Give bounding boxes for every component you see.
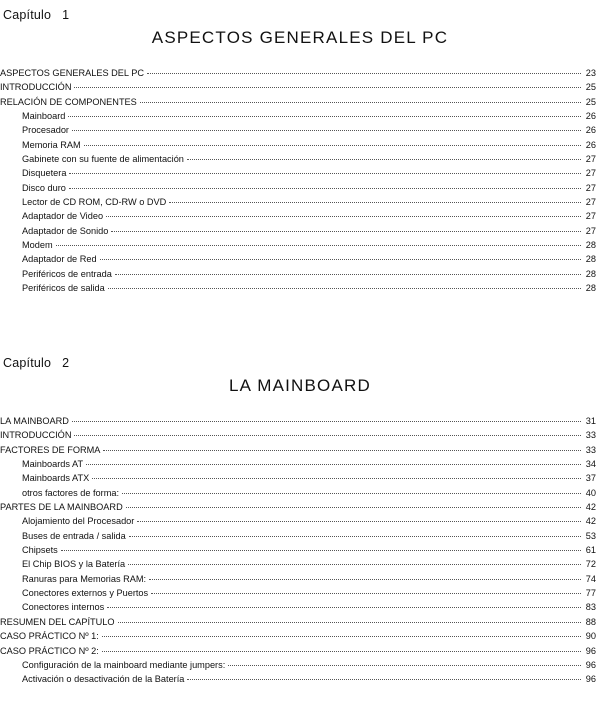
toc-entry-page: 88 xyxy=(585,616,596,627)
toc-entry-page: 53 xyxy=(585,530,596,541)
toc-entry-page: 25 xyxy=(585,96,596,107)
toc-entry-page: 96 xyxy=(585,659,596,670)
toc-entry xyxy=(0,557,600,571)
toc-entry xyxy=(0,109,600,123)
toc-entry-title: Disquetera xyxy=(22,168,67,179)
toc-entry xyxy=(0,644,600,658)
toc-entry xyxy=(0,414,600,428)
toc-entry-page: 74 xyxy=(585,573,596,584)
dot-leader xyxy=(72,130,581,131)
toc-entry-page: 77 xyxy=(585,588,596,599)
chapter-title: ASPECTOS GENERALES DEL PC xyxy=(151,28,449,47)
toc-entry xyxy=(0,600,600,614)
toc-entry-page: 37 xyxy=(585,473,596,484)
dot-leader xyxy=(106,216,581,217)
dot-leader xyxy=(140,102,581,103)
toc-entry-title: El Chip BIOS y la Batería xyxy=(22,559,126,570)
toc-list xyxy=(0,66,600,296)
toc-entry xyxy=(0,486,600,500)
toc-entry xyxy=(0,672,600,686)
toc-entry-page: 83 xyxy=(585,602,596,613)
toc-entry-page: 26 xyxy=(585,125,596,136)
toc-entry-page: 28 xyxy=(585,283,596,294)
toc-entry-title: Mainboards ATX xyxy=(22,473,90,484)
toc-entry-title: Activación o desactivación de la Batería xyxy=(22,674,185,685)
toc-entry xyxy=(0,629,600,643)
toc-entry-page: 31 xyxy=(585,416,596,426)
toc-entry xyxy=(0,252,600,266)
toc-entry-page: 28 xyxy=(585,240,596,251)
toc-entry xyxy=(0,457,600,471)
chapter-title: LA MAINBOARD xyxy=(229,376,371,395)
toc-entry-page: 61 xyxy=(585,545,596,556)
chapter-label: Capítulo 2 xyxy=(3,356,70,370)
toc-entry-page: 23 xyxy=(585,68,596,78)
toc-entry-title: RESUMEN DEL CAPÍTULO xyxy=(0,616,115,627)
dot-leader xyxy=(92,478,581,479)
toc-entry-title: Configuración de la mainboard mediante jumpers: xyxy=(22,659,226,670)
toc-entry xyxy=(0,152,600,166)
toc-entry xyxy=(0,66,600,80)
toc-entry-title: Disco duro xyxy=(22,182,66,193)
toc-entry-title: Mainboard xyxy=(22,111,66,122)
toc-entry-page: 27 xyxy=(585,211,596,222)
toc-entry-title: Procesador xyxy=(22,125,69,136)
toc-entry-title: Periféricos de salida xyxy=(22,283,105,294)
dot-leader xyxy=(228,665,581,666)
toc-entry-title: Adaptador de Sonido xyxy=(22,225,109,236)
dot-leader xyxy=(103,450,581,451)
toc-entry-page: 72 xyxy=(585,559,596,570)
toc-entry xyxy=(0,181,600,195)
dot-leader xyxy=(68,116,581,117)
dot-leader xyxy=(74,435,581,436)
chapter-1 xyxy=(0,8,600,296)
toc-entry xyxy=(0,195,600,209)
toc-entry xyxy=(0,658,600,672)
toc-entry-page: 27 xyxy=(585,154,596,165)
dot-leader xyxy=(84,145,581,146)
dot-leader xyxy=(187,679,581,680)
toc-entry-page: 26 xyxy=(585,139,596,150)
toc-entry xyxy=(0,529,600,543)
toc-entry-page: 27 xyxy=(585,168,596,179)
dot-leader xyxy=(111,231,581,232)
dot-leader xyxy=(115,274,581,275)
toc-entry-title: FACTORES DE FORMA xyxy=(0,444,101,455)
dot-leader xyxy=(137,521,581,522)
dot-leader xyxy=(118,622,581,623)
dot-leader xyxy=(74,87,581,88)
toc-entry-page: 96 xyxy=(585,645,596,656)
dot-leader xyxy=(107,607,581,608)
dot-leader xyxy=(108,288,581,289)
dot-leader xyxy=(61,550,581,551)
dot-leader xyxy=(86,464,581,465)
toc-entry-page: 34 xyxy=(585,459,596,470)
toc-entry-page: 33 xyxy=(585,444,596,455)
dot-leader xyxy=(126,507,581,508)
dot-leader xyxy=(151,593,581,594)
toc-entry-title: Memoria RAM xyxy=(22,139,81,150)
toc-entry-page: 27 xyxy=(585,225,596,236)
toc-entry xyxy=(0,500,600,514)
toc-entry-title: Gabinete con su fuente de alimentación xyxy=(22,154,184,165)
dot-leader xyxy=(129,536,581,537)
toc-entry-title: Mainboards AT xyxy=(22,459,84,470)
toc-entry-title: CASO PRÁCTICO Nº 2: xyxy=(0,645,99,656)
toc-entry xyxy=(0,543,600,557)
toc-entry-page: 28 xyxy=(585,254,596,265)
toc-entry-title: Alojamiento del Procesador xyxy=(22,516,135,527)
toc-entry xyxy=(0,471,600,485)
dot-leader xyxy=(102,636,581,637)
toc-entry-page: 42 xyxy=(585,516,596,527)
chapter-label: Capítulo 1 xyxy=(3,8,70,22)
toc-entry xyxy=(0,615,600,629)
toc-entry-page: 33 xyxy=(585,430,596,441)
toc-list xyxy=(0,414,600,687)
toc-entry xyxy=(0,514,600,528)
toc-entry-page: 26 xyxy=(585,111,596,122)
toc-entry-title: Ranuras para Memorias RAM: xyxy=(22,573,147,584)
toc-entry xyxy=(0,267,600,281)
toc-entry-title: Buses de entrada / salida xyxy=(22,530,126,541)
toc-entry-title: Modem xyxy=(22,240,53,251)
dot-leader xyxy=(187,159,581,160)
toc-entry-title: INTRODUCCIÓN xyxy=(0,82,72,93)
toc-entry xyxy=(0,209,600,223)
toc-entry-title: PARTES DE LA MAINBOARD xyxy=(0,502,123,513)
dot-leader xyxy=(169,202,581,203)
toc-entry xyxy=(0,428,600,442)
toc-entry xyxy=(0,281,600,295)
toc-entry-title: Periféricos de entrada xyxy=(22,268,112,279)
toc-entry-title: otros factores de forma: xyxy=(22,487,120,498)
toc-entry-title: Chipsets xyxy=(22,545,58,556)
dot-leader xyxy=(149,579,581,580)
toc-entry-title: Conectores externos y Puertos xyxy=(22,588,149,599)
toc-entry-page: 25 xyxy=(585,82,596,93)
toc-entry-page: 28 xyxy=(585,268,596,279)
dot-leader xyxy=(128,564,581,565)
toc-entry-title: Conectores internos xyxy=(22,602,105,613)
toc-entry-title: CASO PRÁCTICO Nº 1: xyxy=(0,631,99,642)
toc-entry-page: 90 xyxy=(585,631,596,642)
dot-leader xyxy=(56,245,581,246)
toc-entry-title: RELACIÓN DE COMPONENTES xyxy=(0,96,137,107)
toc-entry xyxy=(0,238,600,252)
toc-entry xyxy=(0,95,600,109)
dot-leader xyxy=(100,259,581,260)
toc-entry-page: 42 xyxy=(585,502,596,513)
toc-entry xyxy=(0,572,600,586)
toc-entry-title: ASPECTOS GENERALES DEL PC xyxy=(0,68,144,78)
toc-entry xyxy=(0,224,600,238)
toc-entry-page: 27 xyxy=(585,182,596,193)
toc-entry xyxy=(0,123,600,137)
toc-entry-title: Adaptador de Video xyxy=(22,211,104,222)
toc-entry xyxy=(0,443,600,457)
toc-entry-title: LA MAINBOARD xyxy=(0,416,69,426)
dot-leader xyxy=(122,493,581,494)
dot-leader xyxy=(69,173,581,174)
toc-entry xyxy=(0,586,600,600)
toc-entry-page: 27 xyxy=(585,197,596,208)
toc-entry-title: INTRODUCCIÓN xyxy=(0,430,72,441)
dot-leader xyxy=(72,421,581,422)
toc-entry-title: Lector de CD ROM, CD-RW o DVD xyxy=(22,197,167,208)
toc-entry xyxy=(0,138,600,152)
toc-entry-page: 96 xyxy=(585,674,596,685)
toc-entry xyxy=(0,80,600,94)
dot-leader xyxy=(102,651,581,652)
toc-entry-title: Adaptador de Red xyxy=(22,254,97,265)
toc-entry-page: 40 xyxy=(585,487,596,498)
toc-entry xyxy=(0,166,600,180)
dot-leader xyxy=(69,188,581,189)
chapter-2 xyxy=(0,356,600,687)
dot-leader xyxy=(147,73,581,74)
